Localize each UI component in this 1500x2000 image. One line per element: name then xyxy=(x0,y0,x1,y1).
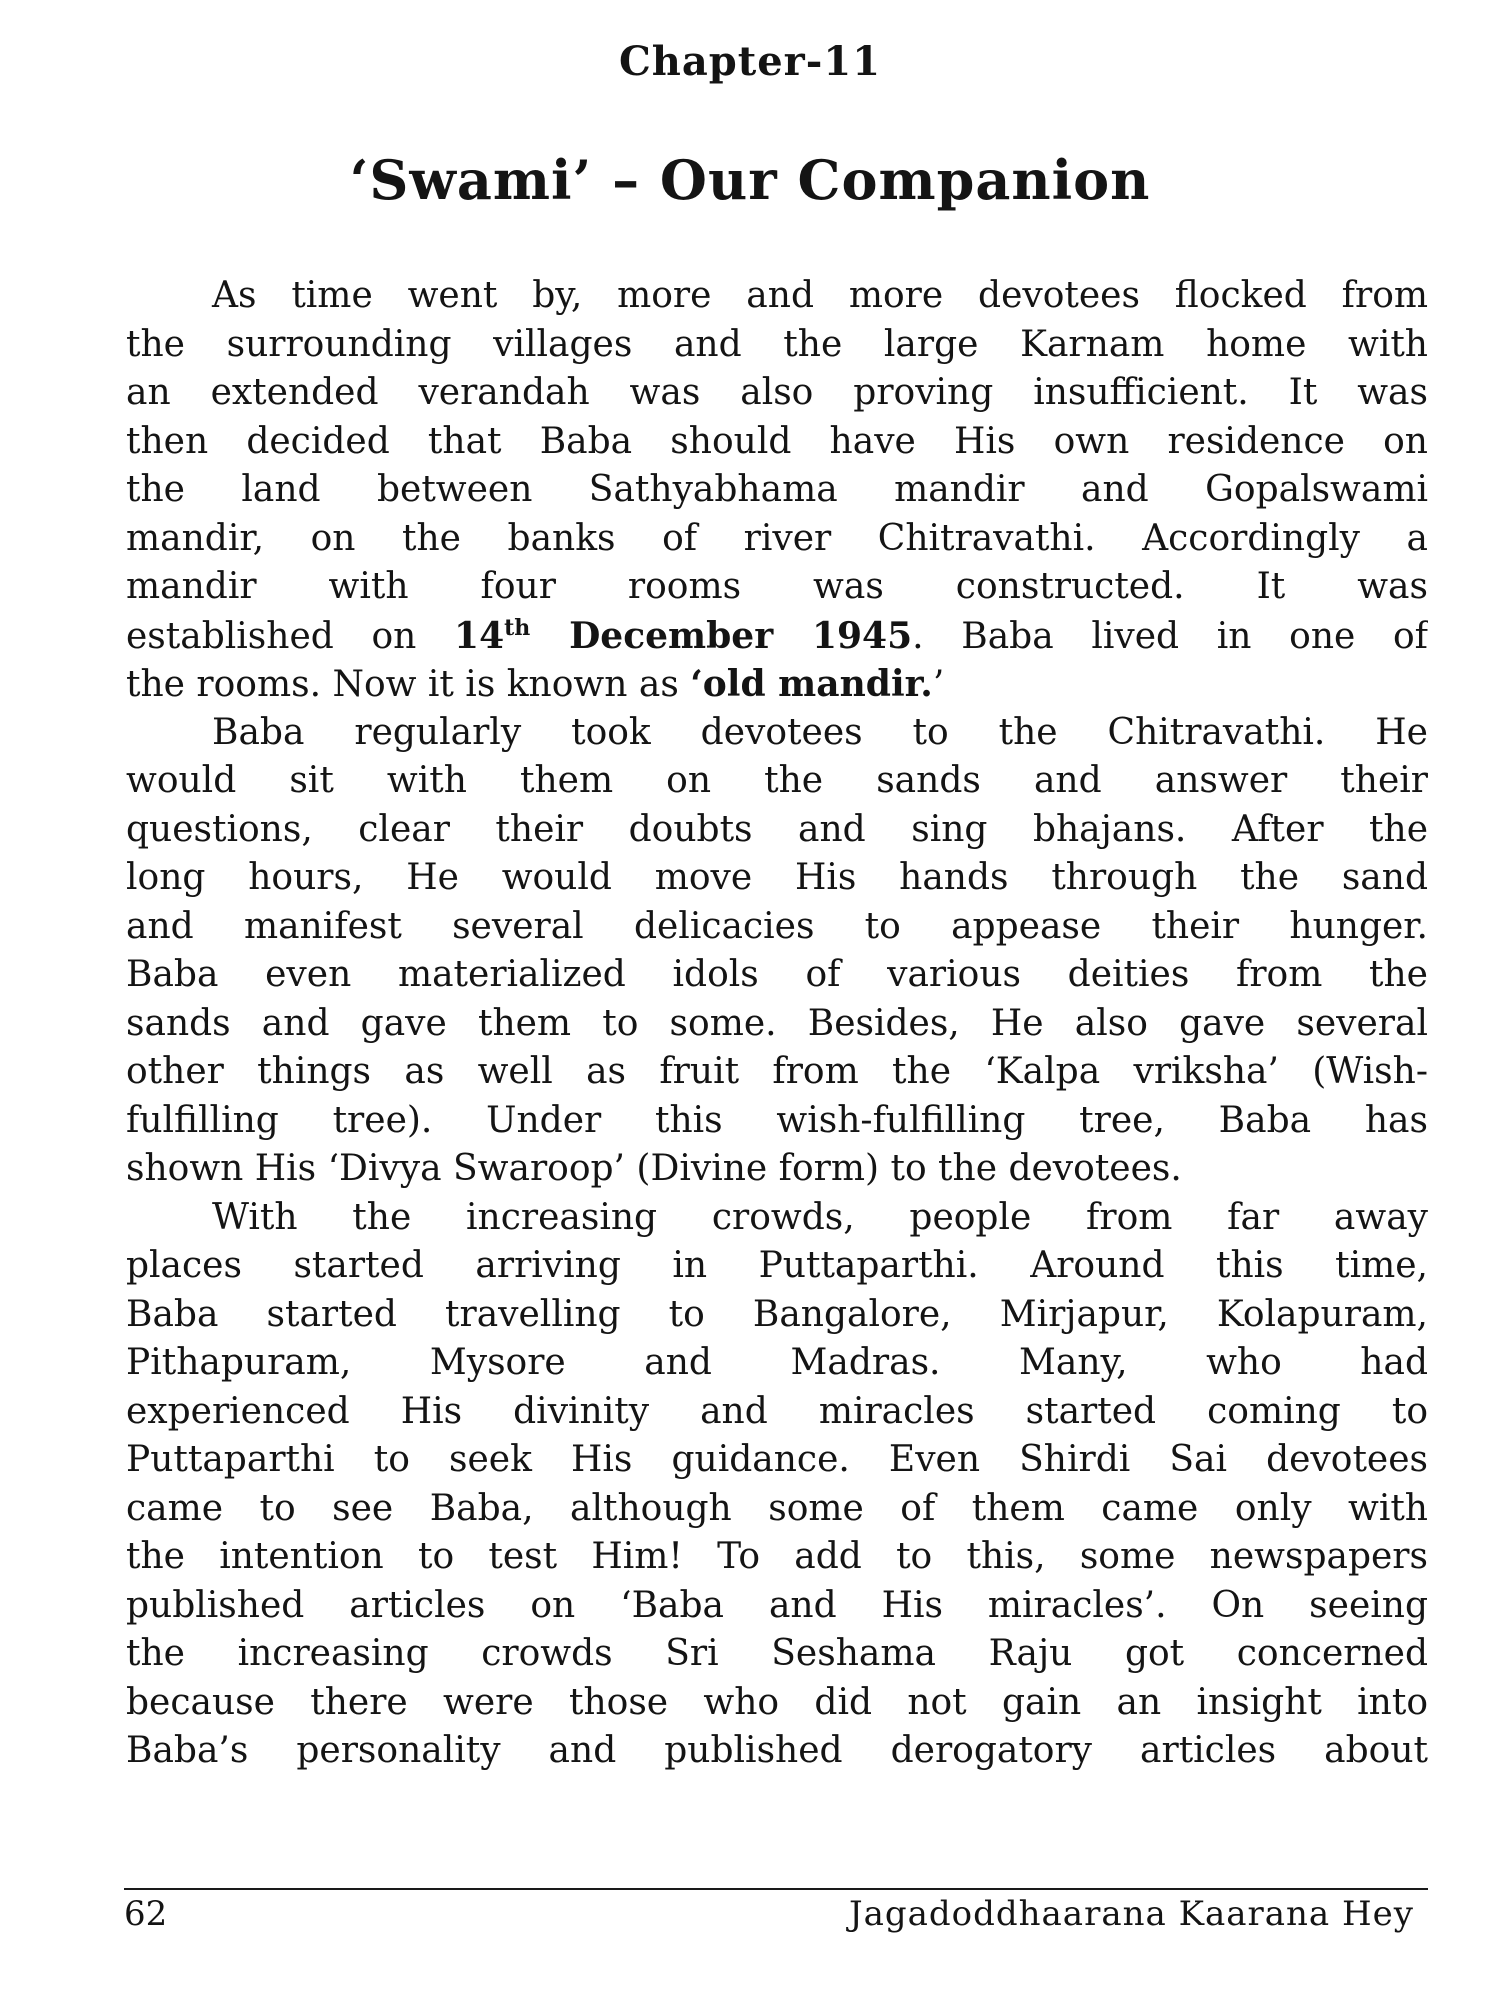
text-line: mandir, on the banks of river Chitravathi. Accordingly a xyxy=(126,517,1428,559)
date-line-suffix: . Baba lived in one of xyxy=(912,615,1428,657)
book-title: Jagadoddhaarana Kaarana Hey xyxy=(848,1894,1414,1934)
text-line: With the increasing crowds, people from far away xyxy=(212,1196,1428,1238)
text-line-date xyxy=(126,612,1428,661)
date-ordinal: th xyxy=(504,614,531,641)
chapter-title: ‘Swami’ – Our Companion xyxy=(349,148,1151,212)
text-line: questions, clear their doubts and sing bhajans. After the xyxy=(126,808,1428,850)
text-line: would sit with them on the sands and answer their xyxy=(126,760,1428,801)
text-line: mandir with four rooms was constructed. It was xyxy=(126,566,1428,607)
text-line: published articles on ‘Baba and His miracles’. On seeing xyxy=(126,1584,1428,1626)
text-line: Puttaparthi to seek His guidance. Even Shirdi Sai devotees xyxy=(126,1439,1428,1480)
text-line: Baba even materialized idols of various deities from the xyxy=(126,954,1428,995)
text-line: Baba started travelling to Bangalore, Mirjapur, Kolapuram, xyxy=(126,1293,1428,1335)
text-line: Pithapuram, Mysore and Madras. Many, who had xyxy=(126,1342,1428,1383)
old-mandir-prefix: the rooms. Now it is known as xyxy=(126,664,691,705)
text-line: long hours, He would move His hands through the sand xyxy=(126,857,1428,898)
text-line: the surrounding villages and the large Karnam home with xyxy=(126,323,1428,365)
old-mandir-term: ‘old mandir. xyxy=(690,663,933,705)
text-line: experienced His divinity and miracles started coming to xyxy=(126,1390,1428,1432)
date-day: 14 xyxy=(454,614,505,657)
chapter-number: Chapter-11 xyxy=(618,38,882,85)
text-line: places started arriving in Puttaparthi. Around this time, xyxy=(126,1245,1428,1286)
text-line: came to see Baba, although some of them came only with xyxy=(126,1487,1428,1529)
text-line: the increasing crowds Sri Seshama Raju got concerned xyxy=(126,1633,1428,1674)
text-line: the intention to test Him! To add to this, some newspapers xyxy=(126,1536,1428,1577)
text-line: Baba’s personality and published derogatory articles about xyxy=(126,1730,1428,1771)
paragraph-1 xyxy=(126,272,1428,709)
text-line: an extended verandah was also proving insufficient. It was xyxy=(126,372,1428,413)
paragraph-3 xyxy=(126,1194,1428,1776)
text-line: and manifest several delicacies to appease their hunger. xyxy=(126,905,1428,947)
footer-divider xyxy=(124,1888,1428,1890)
text-line: then decided that Baba should have His own residence on xyxy=(126,420,1428,462)
old-mandir-suffix: ’ xyxy=(932,664,945,705)
text-line: fulfilling tree). Under this wish-fulfilling tree, Baba has xyxy=(126,1099,1428,1141)
page-number: 62 xyxy=(124,1894,168,1934)
date-month-year: December 1945 xyxy=(530,614,913,657)
text-line: As time went by, more and more devotees flocked from xyxy=(212,275,1428,316)
body-text xyxy=(126,272,1428,1776)
text-line: Baba regularly took devotees to the Chitravathi. He xyxy=(212,711,1428,753)
paragraph-2 xyxy=(126,709,1428,1194)
text-line: the land between Sathyabhama mandir and Gopalswami xyxy=(126,469,1428,510)
text-line: because there were those who did not gain an insight into xyxy=(126,1681,1428,1723)
text-line: shown His ‘Divya Swaroop’ (Divine form) to the devotees. xyxy=(126,1148,1182,1189)
text-line-old-mandir xyxy=(126,660,1428,709)
text-line: other things as well as fruit from the ‘Kalpa vriksha’ (Wish- xyxy=(126,1051,1428,1092)
date-line-prefix: established on xyxy=(126,615,455,657)
text-line: sands and gave them to some. Besides, He also gave several xyxy=(126,1002,1428,1044)
established-date xyxy=(454,615,912,657)
